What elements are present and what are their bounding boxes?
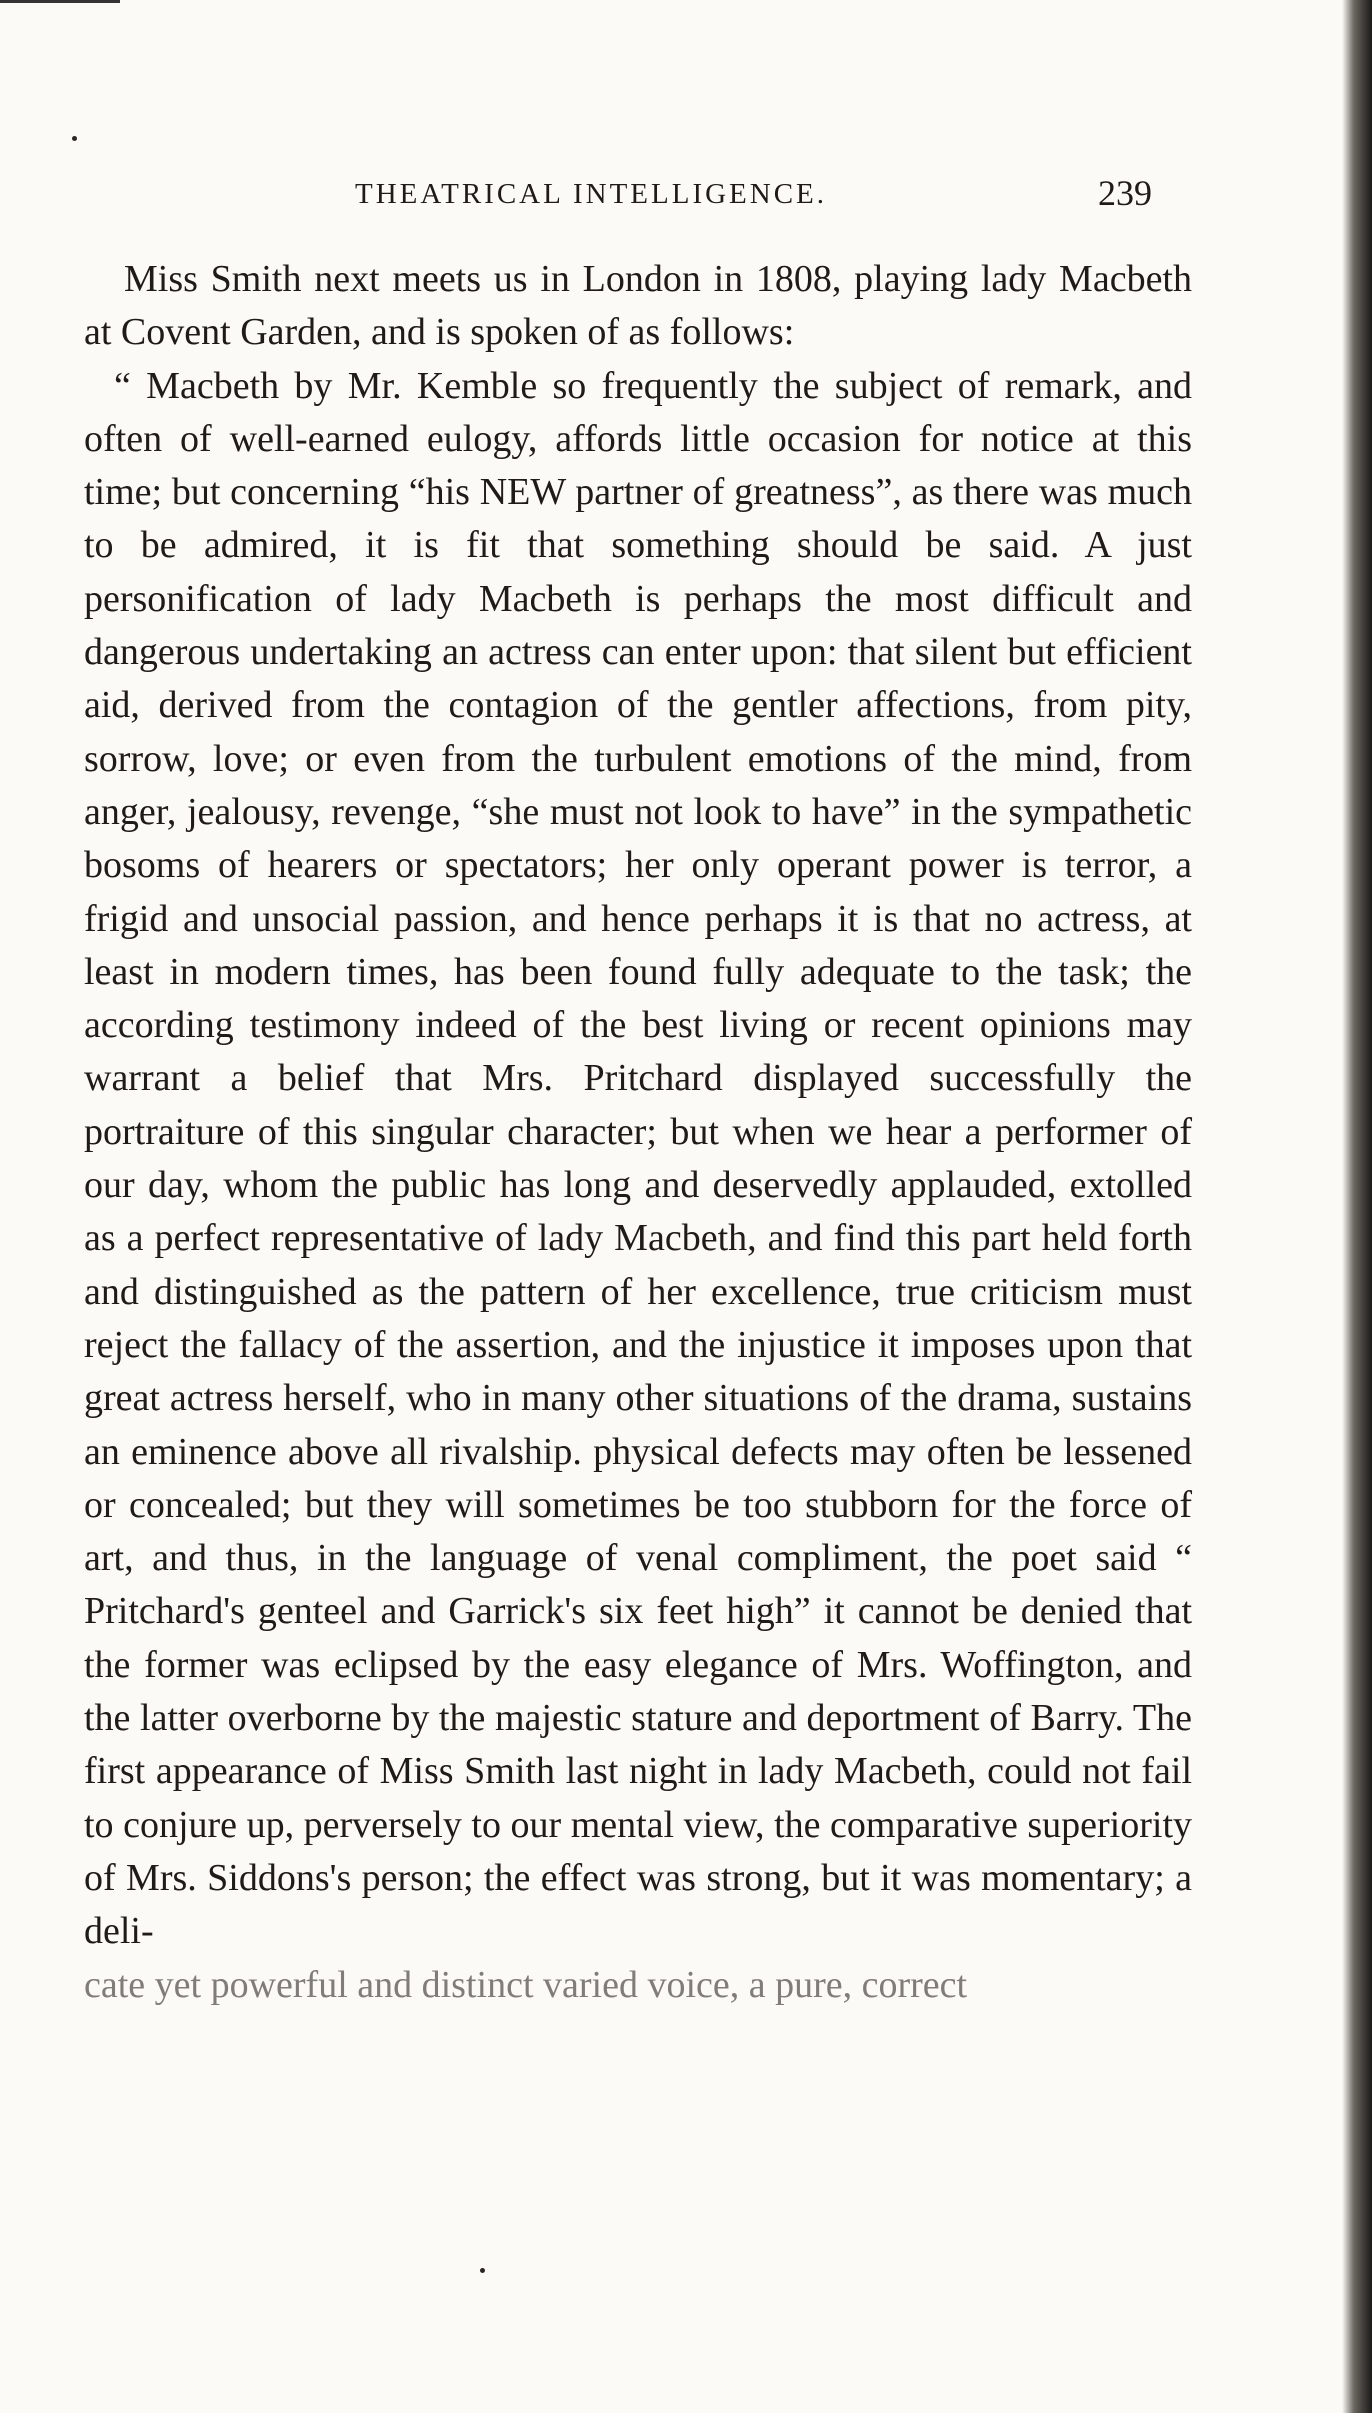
page-header — [84, 172, 1192, 222]
page-edge-shadow — [1342, 0, 1372, 2413]
top-border-mark — [0, 0, 120, 3]
page-number: 239 — [1098, 173, 1152, 213]
body-text — [84, 253, 1192, 2012]
last-line: cate yet powerful and distinct varied voice, a pure, correct — [84, 1963, 968, 2006]
paragraph: Miss Smith next meets us in London in 1808, playing lady Macbeth at Covent Garden, and is spoken of as follows: — [84, 258, 1192, 354]
running-head: THEATRICAL INTELLIGENCE. — [355, 178, 828, 210]
ink-speck — [72, 136, 77, 141]
quoted-review-paragraph: “ Macbeth by Mr. Kemble so frequently the subject of remark, and often of well-earned eulogy, affords little occasion for notice at this time; but concerning “his NEW partner of greatness”, as there was much to be admired, it is fit that something should be said. A just personification of lady Macbeth is perhaps the most difficult and dangerous undertaking an actress can enter upon: that silent but efficient aid, derived from the contagion of the gentler affections, from pity, sorrow, love; or even from the turbulent emotions of the mind, from anger, jealousy, revenge, “she must not look to have” in the sympathetic bosoms of hearers or spectators; her only operant power is terror, a frigid and unsocial passion, and hence perhaps it is that no actress, at least in modern times, has been found fully adequate to the task; the according testimony indeed of the best living or recent opinions may warrant a belief that Mrs. Pritchard displayed successfully the portraiture of this singular character; but when we hear a performer of our day, whom the public has long and deservedly applauded, extolled as a perfect representative of lady Macbeth, and find this part held forth and distinguished as the pattern of her excellence, true criticism must reject the fallacy of the assertion, and the injustice it imposes upon that great actress herself, who in many other situations of the drama, sustains an eminence above all rivalship. physical defects may often be lessened or concealed; but they will sometimes be too stubborn for the force of art, and thus, in the language of venal compliment, the poet said “ Pritchard's genteel and Garrick's six feet high” it cannot be denied that the former was eclipsed by the easy elegance of Mrs. Woffington, and the latter overborne by the majestic stature and deportment of Barry. The first appearance of Miss Smith last night in lady Macbeth, could not fail to conjure up, perversely to our mental view, the comparative superiority of Mrs. Siddons's person; the effect was strong, but it was momentary; a deli- — [84, 364, 1192, 1953]
ink-speck — [480, 2268, 485, 2273]
